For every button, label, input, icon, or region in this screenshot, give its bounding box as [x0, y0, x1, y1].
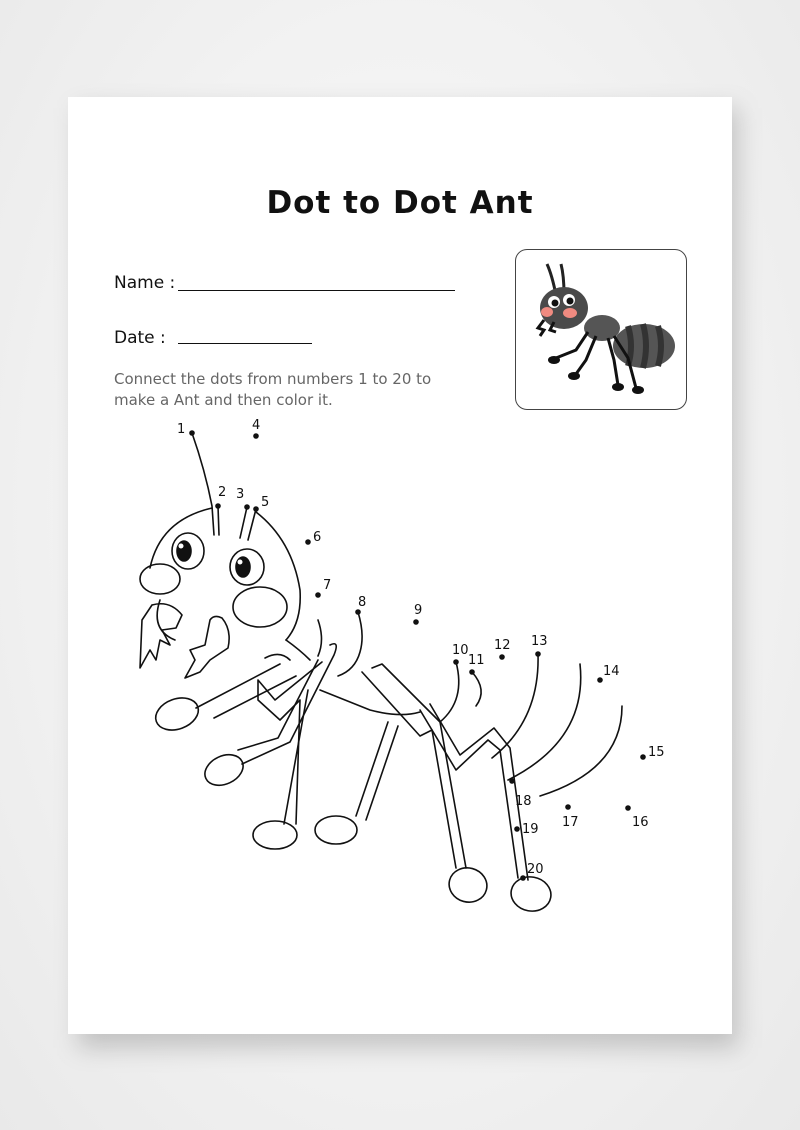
worksheet-title: Dot to Dot Ant: [266, 185, 534, 221]
dot-14[interactable]: [597, 677, 603, 683]
dot-label-17: 17: [562, 815, 579, 830]
dot-label-20: 20: [527, 862, 544, 877]
dot-11[interactable]: [469, 669, 475, 675]
dot-label-5: 5: [261, 495, 270, 510]
dot-16[interactable]: [625, 805, 631, 811]
dot-label-7: 7: [323, 578, 332, 593]
name-label: Name :: [114, 273, 176, 293]
dot-6[interactable]: [305, 539, 311, 545]
dot-5[interactable]: [253, 506, 259, 512]
dot-label-11: 11: [468, 653, 485, 668]
dot-12[interactable]: [499, 654, 505, 660]
dot-7[interactable]: [315, 592, 321, 598]
dot-label-19: 19: [522, 822, 539, 837]
dot-2[interactable]: [215, 503, 221, 509]
dot-3[interactable]: [244, 504, 250, 510]
dot-13[interactable]: [535, 651, 541, 657]
dot-label-4: 4: [252, 418, 261, 433]
numbered-dots: [189, 430, 646, 881]
dot-label-1: 1: [177, 422, 186, 437]
dot-19[interactable]: [514, 826, 520, 832]
dot-label-6: 6: [313, 530, 322, 545]
instructions-text: Connect the dots from numbers 1 to 20 to make a Ant and then color it.: [114, 370, 432, 409]
dot-label-3: 3: [236, 487, 245, 502]
dot-label-16: 16: [632, 815, 649, 830]
dot-1[interactable]: [189, 430, 195, 436]
dot-17[interactable]: [565, 804, 571, 810]
dot-label-14: 14: [603, 664, 620, 679]
dot-label-9: 9: [414, 603, 423, 618]
dot-label-15: 15: [648, 745, 665, 760]
dot-label-18: 18: [515, 794, 532, 809]
ant-outline: [140, 433, 622, 914]
dot-9[interactable]: [413, 619, 419, 625]
dot-18[interactable]: [509, 778, 515, 784]
dot-10[interactable]: [453, 659, 459, 665]
date-label: Date :: [114, 328, 166, 348]
dot-8[interactable]: [355, 609, 361, 615]
dot-label-10: 10: [452, 643, 469, 658]
dot-label-2: 2: [218, 485, 227, 500]
dot-15[interactable]: [640, 754, 646, 760]
dot-label-8: 8: [358, 595, 367, 610]
dot-20[interactable]: [520, 875, 526, 881]
dot-label-13: 13: [531, 634, 548, 649]
dot-4[interactable]: [253, 433, 259, 439]
dot-label-12: 12: [494, 638, 511, 653]
